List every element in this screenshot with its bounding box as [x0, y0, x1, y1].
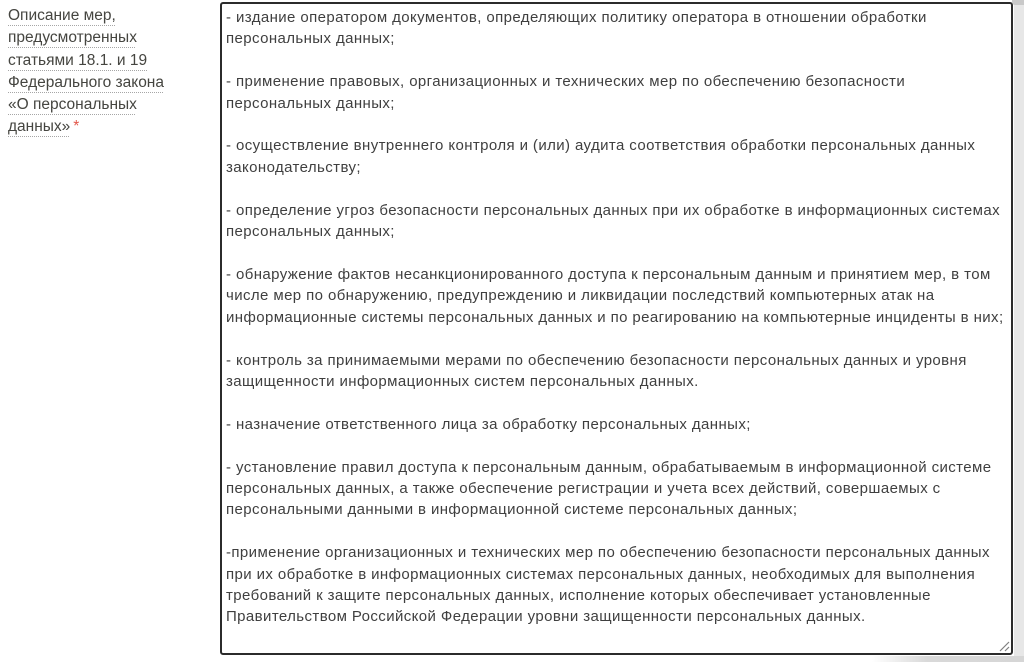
field-label: [8, 5, 184, 139]
cropped-element-below: [872, 656, 1024, 662]
cropped-element-above: [1012, 0, 1024, 5]
measures-description-textarea[interactable]: [220, 2, 1013, 655]
required-asterisk: *: [73, 118, 80, 136]
page-background-gutter: [1014, 0, 1024, 662]
textarea-wrapper: [220, 2, 1013, 655]
resize-handle-icon[interactable]: [998, 640, 1010, 652]
field-label-text: Описание мер, предусмотренных статьями 18.1. и 19 Федерального закона «О персональных данных»: [8, 7, 164, 136]
